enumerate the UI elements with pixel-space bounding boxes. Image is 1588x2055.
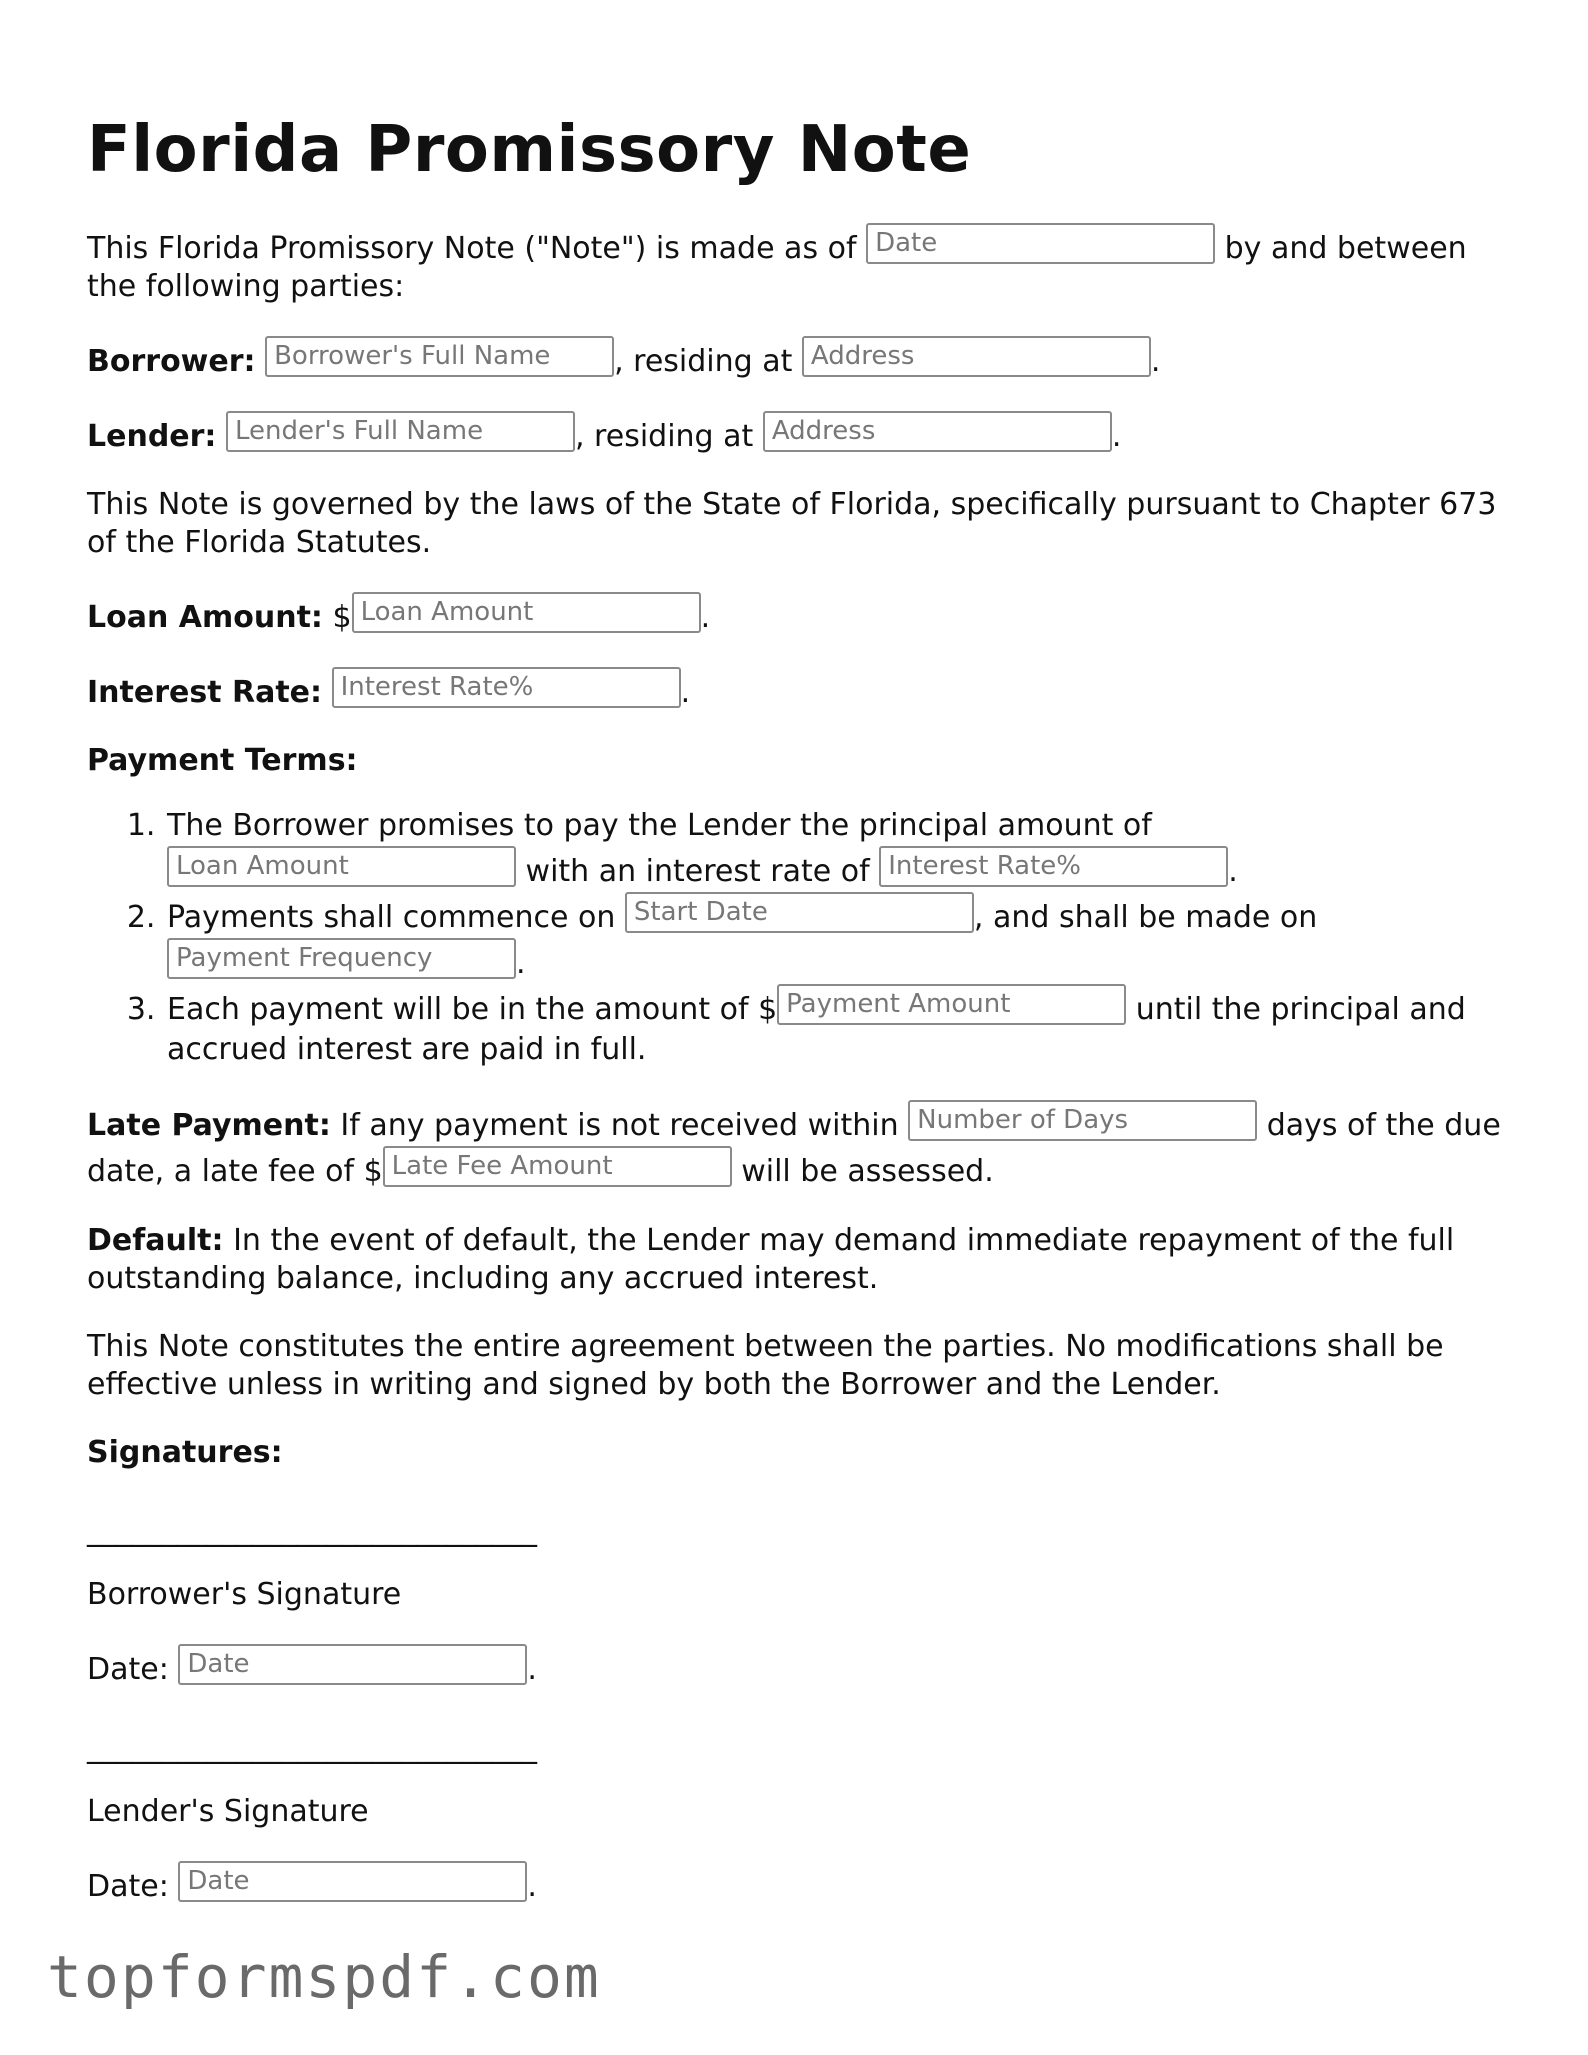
borrower-signature-label: Borrower's Signature (87, 1577, 402, 1612)
lender-address-field[interactable]: Address (763, 411, 1112, 452)
loan-amount-line (87, 592, 1507, 637)
payment-term-1-mid-text: with an interest rate of (525, 854, 870, 889)
borrower-date-end: . (527, 1652, 537, 1687)
signatures-label: Signatures: (87, 1435, 283, 1470)
loan-amount-label: Loan Amount: (87, 600, 323, 635)
borrower-line (87, 336, 1507, 381)
term-interest-rate-field[interactable]: Interest Rate% (879, 846, 1228, 887)
default-paragraph (87, 1222, 1507, 1298)
borrower-label: Borrower: (87, 344, 256, 379)
document-page (87, 100, 1507, 1906)
start-date-field[interactable]: Start Date (625, 892, 974, 933)
borrower-date-label: Date: (87, 1652, 169, 1687)
payment-term-3-text: Each payment will be in the amount of $ (167, 992, 778, 1027)
late-payment-paragraph (87, 1100, 1507, 1192)
payment-term-item-3 (165, 984, 1507, 1070)
late-payment-text-after: will be assessed. (741, 1154, 994, 1189)
governing-law-paragraph: This Note is governed by the laws of the State of Florida, specifically pursuant to Chapter 673 of the Florida Statutes. (87, 487, 1497, 560)
late-payment-text-before: If any payment is not received within (340, 1108, 899, 1143)
interest-rate-end: . (680, 675, 691, 710)
default-label: Default: (87, 1223, 224, 1258)
loan-amount-field[interactable]: Loan Amount (352, 592, 701, 633)
payment-terms-list (87, 806, 1507, 1070)
signatures-heading (87, 1434, 1507, 1472)
lender-date-end: . (527, 1869, 537, 1904)
payment-term-1-text: The Borrower promises to pay the Lender the principal amount of (167, 808, 1152, 843)
loan-amount-end: . (700, 600, 711, 635)
borrower-date-field[interactable]: Date (178, 1644, 527, 1685)
lender-label: Lender: (87, 419, 217, 454)
payment-terms-label: Payment Terms: (87, 743, 358, 778)
interest-rate-line (87, 667, 1507, 712)
lender-date-label: Date: (87, 1869, 169, 1904)
late-payment-text-mid: days of the due date, a late fee of $ (87, 1108, 1501, 1189)
default-text: In the event of default, the Lender may demand immediate repayment of the full outstanding balance, including any accrued interest. (87, 1223, 1455, 1296)
lender-signature-line[interactable]: ______________________________ (87, 1730, 537, 1765)
loan-amount-currency: $ (332, 600, 352, 635)
payment-frequency-field[interactable]: Payment Frequency (167, 938, 516, 979)
borrower-name-field[interactable]: Borrower's Full Name (265, 336, 614, 377)
payment-term-item-2 (165, 892, 1507, 984)
lender-date-line (87, 1861, 1507, 1906)
note-date-field[interactable]: Date (866, 223, 1215, 264)
interest-rate-label: Interest Rate: (87, 675, 323, 710)
lender-residing-text: , residing at (574, 419, 754, 454)
payment-term-2-text: Payments shall commence on (167, 900, 616, 935)
interest-rate-field[interactable]: Interest Rate% (332, 667, 681, 708)
payment-term-2-mid-text: , and shall be made on (973, 900, 1318, 935)
lender-date-field[interactable]: Date (178, 1861, 527, 1902)
lender-name-field[interactable]: Lender's Full Name (226, 411, 575, 452)
borrower-address-field[interactable]: Address (802, 336, 1151, 377)
intro-text-before: This Florida Promissory Note ("Note") is made as of (87, 231, 857, 266)
borrower-line-end: . (1150, 344, 1161, 379)
lender-line-end: . (1111, 419, 1122, 454)
payment-term-3-end-text: until the principal and accrued interest are paid in full. (167, 992, 1466, 1067)
payment-amount-field[interactable]: Payment Amount (777, 984, 1126, 1025)
late-fee-field[interactable]: Late Fee Amount (383, 1146, 732, 1187)
watermark-text: topformspdf.com (47, 1943, 601, 2011)
late-days-field[interactable]: Number of Days (908, 1100, 1257, 1141)
intro-text-after: by and between the following parties: (87, 231, 1467, 304)
late-payment-label: Late Payment: (87, 1108, 331, 1143)
lender-line (87, 411, 1507, 456)
term-loan-amount-field[interactable]: Loan Amount (167, 846, 516, 887)
lender-signature-label: Lender's Signature (87, 1794, 369, 1829)
borrower-signature-line[interactable]: ______________________________ (87, 1513, 537, 1548)
payment-term-2-end: . (516, 946, 526, 981)
page-title: Florida Promissory Note (87, 113, 972, 187)
borrower-date-line (87, 1644, 1507, 1689)
payment-term-item-1 (165, 806, 1507, 892)
borrower-residing-text: , residing at (614, 344, 793, 379)
payment-term-1-end: . (1228, 854, 1238, 889)
payment-terms-heading (87, 742, 1507, 780)
intro-paragraph (87, 223, 1507, 306)
entire-agreement-paragraph: This Note constitutes the entire agreement between the parties. No modifications shall be effective unless in writing and signed by both the Borrower and the Lender. (87, 1329, 1444, 1402)
